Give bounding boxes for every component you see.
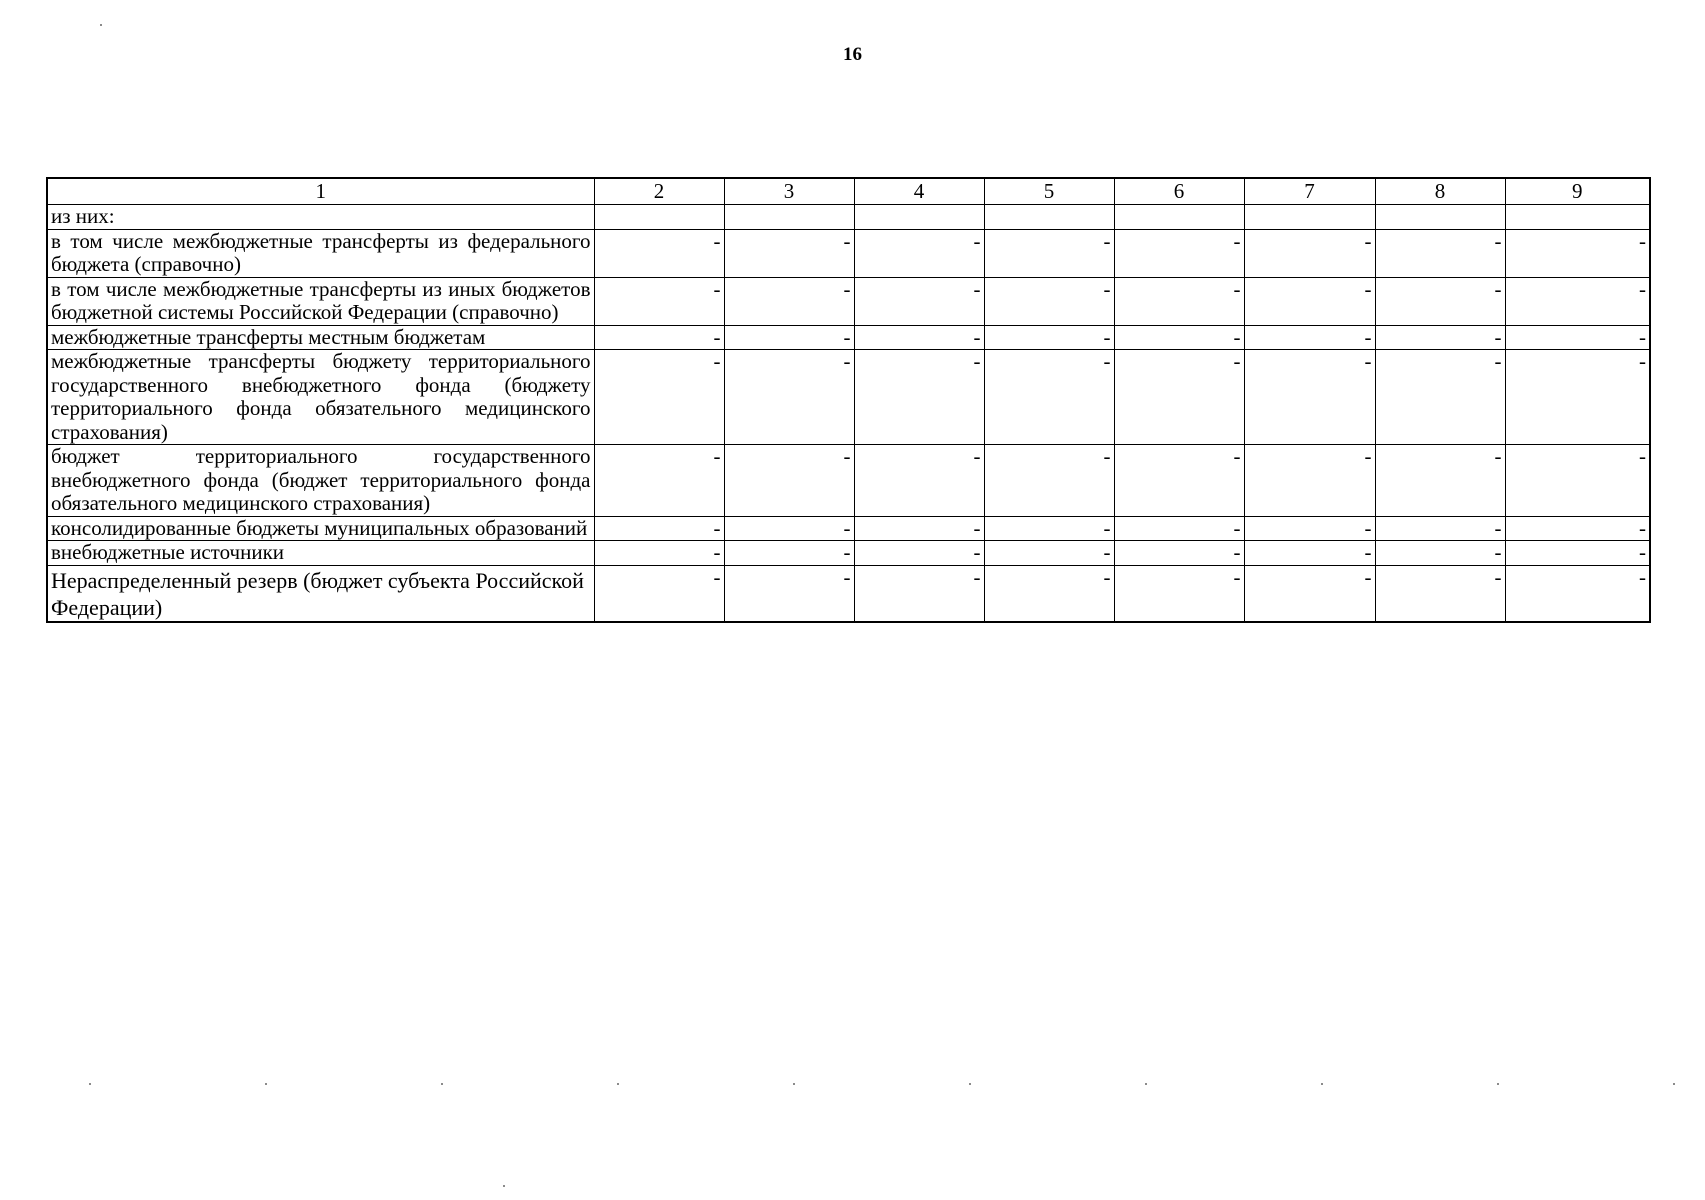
cell-value: - — [854, 277, 984, 325]
table-row — [47, 325, 1650, 350]
cell-value: - — [984, 516, 1114, 541]
cell-value: - — [1505, 229, 1650, 277]
cell-value: - — [1114, 445, 1244, 517]
cell-value: - — [1505, 277, 1650, 325]
cell-value: - — [1114, 516, 1244, 541]
cell-value: - — [854, 325, 984, 350]
cell-value: - — [1244, 277, 1375, 325]
scan-dot — [969, 1083, 971, 1085]
column-header-8: 8 — [1375, 178, 1505, 205]
cell-value: - — [1114, 350, 1244, 445]
row-label: внебюджетные источники — [47, 541, 594, 566]
cell-value — [1505, 205, 1650, 230]
cell-value: - — [1375, 541, 1505, 566]
cell-value: - — [1114, 565, 1244, 622]
budget-table — [46, 177, 1651, 623]
scan-dot — [1673, 1083, 1675, 1085]
cell-value: - — [594, 277, 724, 325]
cell-value: - — [984, 350, 1114, 445]
cell-value: - — [1244, 350, 1375, 445]
cell-value: - — [1505, 350, 1650, 445]
cell-value: - — [1375, 325, 1505, 350]
cell-value — [1114, 205, 1244, 230]
column-header-1: 1 — [47, 178, 594, 205]
cell-value: - — [984, 277, 1114, 325]
cell-value: - — [1505, 445, 1650, 517]
table-row — [47, 229, 1650, 277]
scan-dot — [1321, 1083, 1323, 1085]
row-label: межбюджетные трансферты бюджету территориального государственного внебюджетного фонда (бюджету территориального фонда обязательного медицинского страхования) — [47, 350, 594, 445]
table-row — [47, 541, 1650, 566]
cell-value: - — [1244, 541, 1375, 566]
cell-value: - — [854, 350, 984, 445]
cell-value: - — [1505, 325, 1650, 350]
cell-value: - — [1375, 516, 1505, 541]
cell-value: - — [854, 445, 984, 517]
cell-value: - — [594, 516, 724, 541]
row-label: из них: — [47, 205, 594, 230]
cell-value: - — [854, 541, 984, 566]
header-row — [47, 178, 1650, 205]
scan-dot — [265, 1083, 267, 1085]
column-header-5: 5 — [984, 178, 1114, 205]
cell-value: - — [984, 325, 1114, 350]
cell-value: - — [594, 229, 724, 277]
cell-value: - — [1375, 445, 1505, 517]
table-body — [47, 205, 1650, 622]
cell-value: - — [1244, 516, 1375, 541]
cell-value: - — [594, 325, 724, 350]
cell-value: - — [724, 541, 854, 566]
cell-value: - — [1375, 229, 1505, 277]
column-header-9: 9 — [1505, 178, 1650, 205]
cell-value: - — [594, 541, 724, 566]
row-label: Нераспределенный резерв (бюджет субъекта Российской Федерации) — [47, 565, 594, 622]
table-row — [47, 277, 1650, 325]
scan-dot — [441, 1083, 443, 1085]
cell-value: - — [724, 445, 854, 517]
cell-value: - — [1244, 565, 1375, 622]
cell-value: - — [1114, 229, 1244, 277]
cell-value: - — [724, 350, 854, 445]
table-row — [47, 350, 1650, 445]
cell-value — [1375, 205, 1505, 230]
cell-value: - — [1375, 565, 1505, 622]
cell-value: - — [854, 229, 984, 277]
row-label: в том числе межбюджетные трансферты из федерального бюджета (справочно) — [47, 229, 594, 277]
scan-dot — [1497, 1083, 1499, 1085]
cell-value — [594, 205, 724, 230]
scan-dot — [617, 1083, 619, 1085]
cell-value — [724, 205, 854, 230]
cell-value: - — [984, 445, 1114, 517]
cell-value: - — [984, 541, 1114, 566]
cell-value: - — [1505, 516, 1650, 541]
row-label: межбюджетные трансферты местным бюджетам — [47, 325, 594, 350]
cell-value: - — [1114, 541, 1244, 566]
column-header-6: 6 — [1114, 178, 1244, 205]
cell-value: - — [594, 350, 724, 445]
cell-value: - — [1375, 277, 1505, 325]
table-row — [47, 565, 1650, 622]
cell-value: - — [1244, 445, 1375, 517]
row-label: бюджет территориального государственного внебюджетного фонда (бюджет территориального фонда обязательного медицинского страхования) — [47, 445, 594, 517]
table-row — [47, 445, 1650, 517]
cell-value: - — [854, 565, 984, 622]
cell-value — [984, 205, 1114, 230]
cell-value: - — [1244, 325, 1375, 350]
column-header-2: 2 — [594, 178, 724, 205]
scan-dot — [793, 1083, 795, 1085]
table-row — [47, 516, 1650, 541]
row-label: консолидированные бюджеты муниципальных образований — [47, 516, 594, 541]
cell-value: - — [724, 565, 854, 622]
table-row — [47, 205, 1650, 230]
column-header-4: 4 — [854, 178, 984, 205]
cell-value: - — [724, 516, 854, 541]
scan-dot — [100, 24, 102, 26]
cell-value: - — [1114, 325, 1244, 350]
cell-value: - — [1505, 541, 1650, 566]
cell-value: - — [724, 277, 854, 325]
cell-value: - — [724, 325, 854, 350]
column-header-7: 7 — [1244, 178, 1375, 205]
cell-value: - — [984, 565, 1114, 622]
cell-value: - — [1505, 565, 1650, 622]
scan-dot — [89, 1083, 91, 1085]
cell-value: - — [1114, 277, 1244, 325]
cell-value: - — [1244, 229, 1375, 277]
scan-dot — [1145, 1083, 1147, 1085]
cell-value: - — [724, 229, 854, 277]
cell-value: - — [984, 229, 1114, 277]
cell-value: - — [854, 516, 984, 541]
cell-value: - — [1375, 350, 1505, 445]
cell-value: - — [594, 565, 724, 622]
row-label: в том числе межбюджетные трансферты из иных бюджетов бюджетной системы Российской Федерации (справочно) — [47, 277, 594, 325]
cell-value — [1244, 205, 1375, 230]
page-number: 16 — [843, 44, 862, 65]
column-header-3: 3 — [724, 178, 854, 205]
cell-value: - — [594, 445, 724, 517]
scan-dot — [503, 1185, 505, 1187]
cell-value — [854, 205, 984, 230]
